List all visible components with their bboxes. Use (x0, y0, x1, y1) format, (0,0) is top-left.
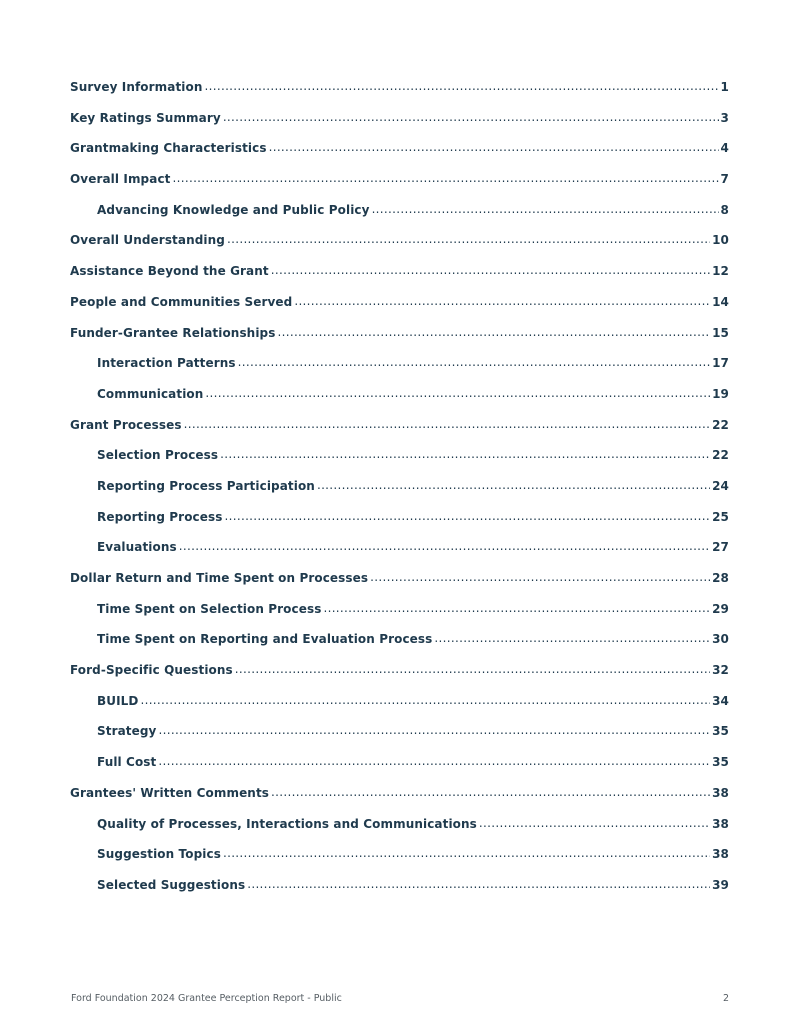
toc-entry[interactable] (70, 571, 729, 602)
toc-entry-page-number: 8 (720, 202, 729, 217)
toc-entry-page-number: 38 (712, 847, 729, 862)
toc-entry-page-number: 28 (712, 571, 729, 585)
toc-dot-leader (372, 202, 719, 216)
toc-dot-leader (277, 325, 710, 339)
toc-entry[interactable] (70, 786, 729, 817)
toc-entry-page-number: 17 (712, 356, 729, 371)
toc-entry-page-number: 29 (712, 601, 729, 616)
toc-dot-leader (247, 877, 710, 891)
toc-entry[interactable] (70, 356, 729, 387)
footer-document-title: Ford Foundation 2024 Grantee Perception Report - Public (71, 993, 342, 1004)
toc-entry-title: Selected Suggestions (97, 877, 246, 892)
toc-entry-title: Selection Process (97, 448, 219, 463)
toc-dot-leader (220, 447, 710, 461)
toc-entry-title: Reporting Process (97, 509, 223, 524)
toc-entry-page-number: 10 (712, 233, 729, 248)
toc-entry-title: Evaluations (97, 540, 177, 555)
toc-entry[interactable] (70, 510, 729, 541)
footer-page-number: 2 (722, 993, 729, 1004)
toc-entry[interactable] (70, 172, 729, 203)
toc-entry-title: Interaction Patterns (97, 356, 236, 371)
toc-entry[interactable] (70, 663, 729, 694)
toc-dot-leader (235, 662, 710, 676)
toc-dot-leader (323, 601, 710, 615)
toc-entry-title: Ford-Specific Questions (70, 663, 233, 678)
toc-entry-title: Advancing Knowledge and Public Policy (97, 202, 370, 217)
toc-entry-title: Time Spent on Selection Process (97, 601, 322, 616)
toc-entry-page-number: 4 (720, 141, 729, 156)
toc-entry-page-number: 22 (712, 417, 729, 432)
toc-entry[interactable] (70, 847, 729, 878)
toc-entry[interactable] (70, 326, 729, 357)
toc-entry-page-number: 3 (720, 110, 729, 125)
toc-entry-page-number: 35 (712, 755, 729, 770)
toc-entry[interactable] (70, 448, 729, 479)
page-footer (71, 993, 729, 1004)
toc-entry[interactable] (70, 540, 729, 571)
toc-dot-leader (479, 816, 710, 830)
toc-entry[interactable] (70, 111, 729, 142)
toc-entry-page-number: 22 (712, 448, 729, 463)
toc-entry-title: Full Cost (97, 755, 157, 770)
toc-entry-title: Funder-Grantee Relationships (70, 325, 276, 340)
toc-entry-title: Suggestion Topics (97, 847, 221, 862)
toc-entry[interactable] (70, 724, 729, 755)
toc-entry[interactable] (70, 817, 729, 848)
toc-entry[interactable] (70, 694, 729, 725)
toc-entry[interactable] (70, 878, 729, 909)
toc-entry-title: Overall Impact (70, 172, 171, 187)
toc-entry-title: Dollar Return and Time Spent on Processes (70, 571, 369, 585)
toc-entry-title: Key Ratings Summary (70, 110, 221, 125)
toc-entry-title: Overall Understanding (70, 233, 225, 248)
toc-entry-page-number: 32 (712, 663, 729, 678)
toc-entry-page-number: 12 (712, 264, 729, 279)
toc-entry-page-number: 39 (712, 877, 729, 892)
toc-dot-leader (184, 417, 710, 431)
toc-entry-page-number: 25 (712, 509, 729, 524)
toc-entry-title: Quality of Processes, Interactions and Communications (97, 816, 477, 831)
toc-entry-page-number: 38 (712, 785, 729, 800)
toc-dot-leader (294, 294, 710, 308)
toc-entry-title: BUILD (97, 693, 139, 708)
toc-dot-leader (223, 110, 719, 124)
toc-dot-leader (317, 478, 710, 492)
toc-entry[interactable] (70, 602, 729, 633)
toc-entry-title: Assistance Beyond the Grant (70, 264, 269, 279)
toc-entry[interactable] (70, 264, 729, 295)
toc-entry-page-number: 15 (712, 325, 729, 340)
toc-entry[interactable] (70, 418, 729, 449)
toc-entry-title: Survey Information (70, 80, 203, 94)
toc-dot-leader (173, 171, 719, 185)
toc-dot-leader (238, 355, 710, 369)
toc-dot-leader (205, 386, 710, 400)
toc-entry-title: Grantmaking Characteristics (70, 141, 267, 156)
toc-dot-leader (158, 723, 710, 737)
toc-dot-leader (271, 263, 710, 277)
toc-dot-leader (225, 509, 711, 523)
toc-dot-leader (140, 693, 710, 707)
toc-entry-page-number: 19 (712, 386, 729, 401)
toc-entry-page-number: 24 (712, 478, 729, 493)
toc-entry[interactable] (70, 203, 729, 234)
toc-entry-title: Communication (97, 386, 204, 401)
toc-entry[interactable] (70, 141, 729, 172)
toc-dot-leader (370, 570, 710, 584)
toc-entry-title: Strategy (97, 724, 157, 739)
toc-dot-leader (223, 846, 710, 860)
toc-dot-leader (179, 539, 710, 553)
toc-entry-page-number: 35 (712, 724, 729, 739)
toc-dot-leader (271, 785, 710, 799)
toc-entry-page-number: 38 (712, 816, 729, 831)
toc-entry-page-number: 27 (712, 540, 729, 555)
toc-entry[interactable] (70, 80, 729, 111)
toc-dot-leader (227, 232, 710, 246)
toc-entry-page-number: 30 (712, 632, 729, 647)
toc-entry-page-number: 34 (712, 693, 729, 708)
toc-entry[interactable] (70, 755, 729, 786)
toc-entry-page-number: 1 (720, 80, 729, 94)
toc-entry-page-number: 14 (712, 294, 729, 309)
toc-entry-title: People and Communities Served (70, 294, 293, 309)
toc-entry[interactable] (70, 295, 729, 326)
toc-dot-leader (269, 140, 719, 154)
toc-entry-title: Time Spent on Reporting and Evaluation Process (97, 632, 433, 647)
toc-entry-title: Grantees' Written Comments (70, 785, 270, 800)
toc-entry[interactable] (70, 233, 729, 264)
toc-entry[interactable] (70, 632, 729, 663)
toc-entry-title: Reporting Process Participation (97, 478, 315, 493)
table-of-contents (70, 80, 729, 909)
toc-entry[interactable] (70, 479, 729, 510)
toc-dot-leader (434, 631, 710, 645)
toc-entry[interactable] (70, 387, 729, 418)
toc-dot-leader (205, 79, 719, 93)
toc-entry-title: Grant Processes (70, 417, 182, 432)
toc-entry-page-number: 7 (720, 172, 729, 187)
toc-dot-leader (158, 754, 710, 768)
